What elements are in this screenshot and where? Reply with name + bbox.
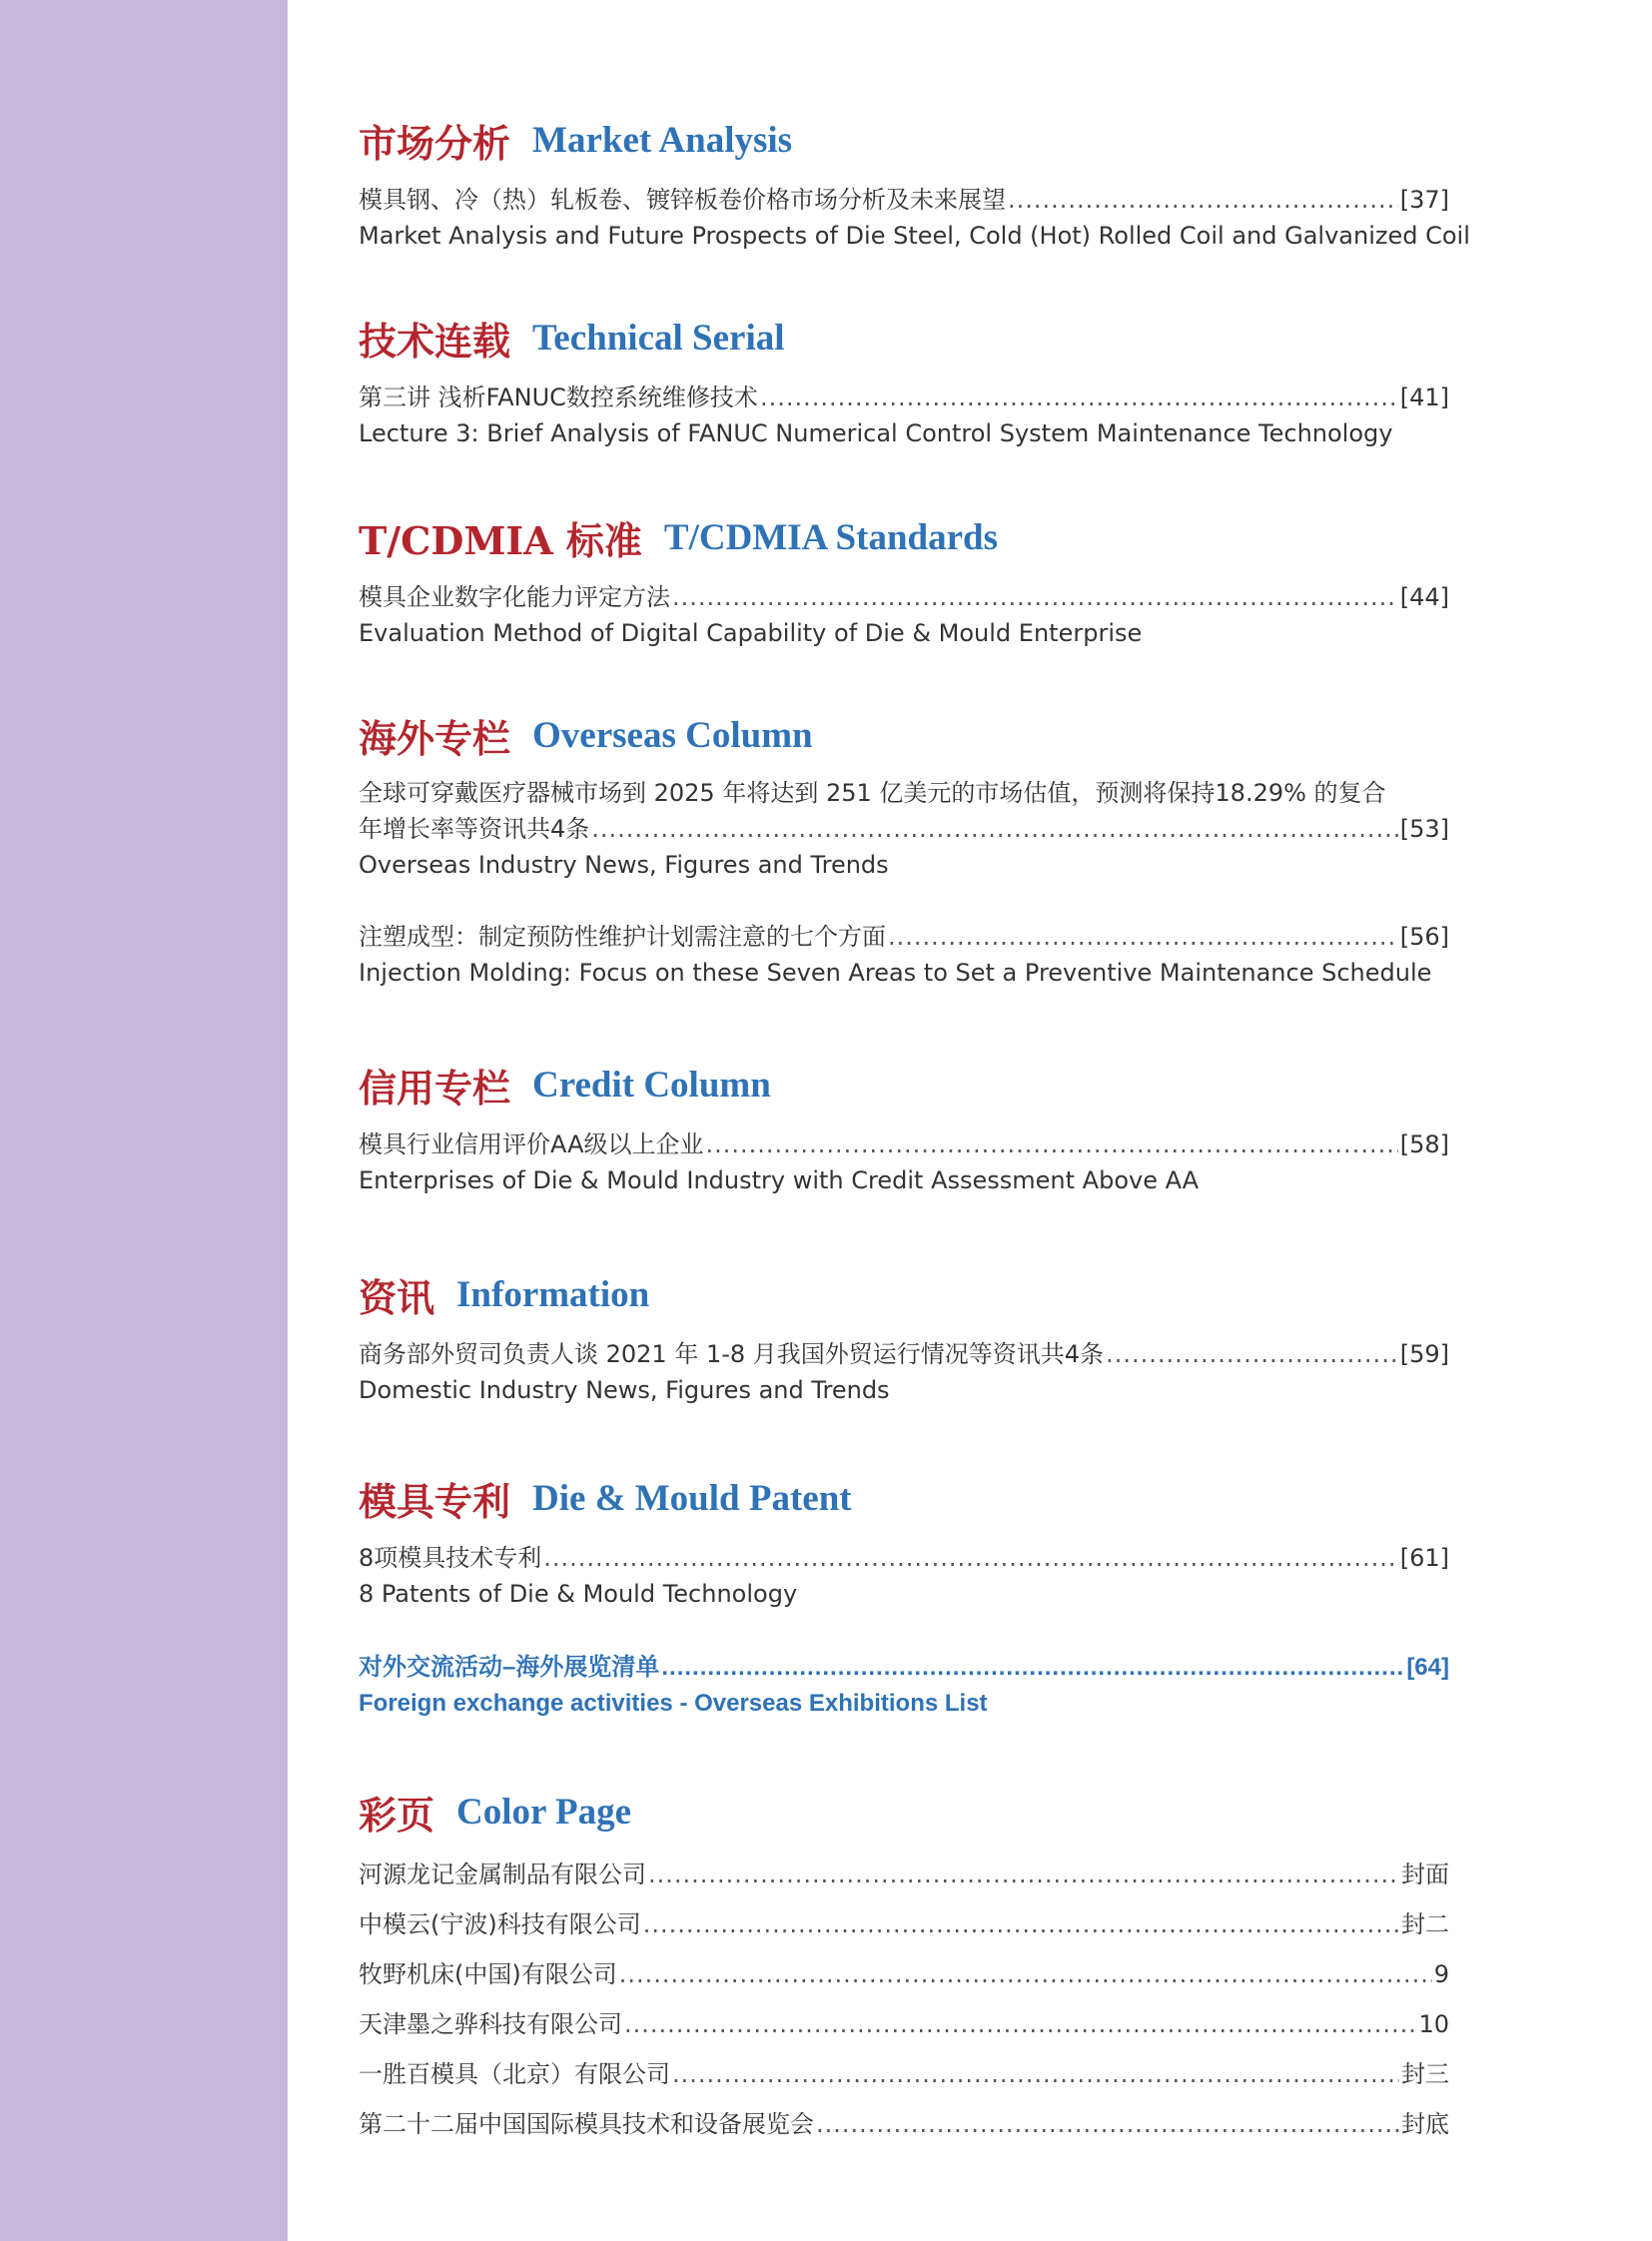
dot-leader xyxy=(706,1126,1398,1162)
toc-entry-page: [37] xyxy=(1399,186,1449,214)
dot-leader xyxy=(672,2049,1399,2099)
toc-entry[interactable] xyxy=(359,1126,1449,1198)
section-title-zh: 资讯 xyxy=(359,1274,435,1320)
section-heading xyxy=(359,1264,1449,1324)
section-title-zh: 技术连载 xyxy=(359,318,511,364)
toc-entry-line xyxy=(359,811,1449,847)
toc-entry-title: 8项模具技术专利 xyxy=(359,1544,542,1572)
section-heading xyxy=(359,110,1449,170)
dot-leader xyxy=(888,919,1398,955)
section-standards xyxy=(359,507,1449,651)
section-foreign-exchange[interactable] xyxy=(359,1650,1449,1722)
toc-entry-title-line1: 全球可穿戴医疗器械市场到 2025 年将达到 251 亿美元的市场估值，预测将保持18.29% 的复合 xyxy=(359,779,1386,807)
section-title-en: Credit Column xyxy=(532,1064,771,1106)
color-page-item-title: 一胜百模具（北京）有限公司 xyxy=(359,2060,670,2088)
dot-leader xyxy=(643,1899,1399,1949)
dot-leader xyxy=(619,1949,1432,1999)
toc-entry-page: [53] xyxy=(1399,815,1449,843)
dot-leader xyxy=(648,1850,1399,1899)
dot-leader xyxy=(543,1540,1397,1576)
toc-entry[interactable] xyxy=(359,775,1449,883)
section-title-zh: 海外专栏 xyxy=(359,715,511,761)
toc-entry-title: 第三讲 浅析FANUC数控系统维修技术 xyxy=(359,383,758,411)
section-title-zh: 模具专利 xyxy=(359,1478,511,1524)
color-page-item-page: 封三 xyxy=(1401,2060,1449,2088)
section-title-en: Information xyxy=(456,1273,650,1315)
dot-leader xyxy=(591,811,1397,847)
section-title-zh: T/CDMIA 标准 xyxy=(359,517,642,563)
left-color-band xyxy=(0,0,288,2241)
toc-entry-page: [64] xyxy=(1406,1654,1449,1681)
section-credit-column xyxy=(359,1055,1449,1198)
color-page-item-page: 封底 xyxy=(1401,2110,1449,2138)
section-heading xyxy=(359,308,1449,368)
toc-entry-page: [41] xyxy=(1399,383,1449,411)
toc-entry-line xyxy=(359,379,1449,415)
dot-leader xyxy=(1008,182,1398,218)
toc-entry[interactable] xyxy=(359,579,1449,651)
toc-entry-title: 模具企业数字化能力评定方法 xyxy=(359,583,670,611)
toc-entry-line xyxy=(359,1336,1449,1372)
dot-leader xyxy=(760,379,1398,415)
toc-entry-english: Overseas Industry News, Figures and Trends xyxy=(359,851,889,879)
dot-leader xyxy=(1106,1336,1398,1372)
toc-entry[interactable] xyxy=(359,919,1449,991)
section-heading xyxy=(359,705,1449,765)
dot-leader xyxy=(816,2099,1399,2149)
color-page-item-page: 封二 xyxy=(1401,1910,1449,1938)
color-page-item-title: 天津墨之骅科技有限公司 xyxy=(359,2010,622,2038)
color-page-item-page: 封面 xyxy=(1401,1861,1449,1888)
toc-entry[interactable] xyxy=(359,379,1449,451)
toc-entry-title: 模具行业信用评价AA级以上企业 xyxy=(359,1130,704,1158)
toc-entry-page: [44] xyxy=(1399,583,1449,611)
section-title-en: Color Page xyxy=(456,1791,632,1833)
color-page-list xyxy=(359,1850,1449,2149)
toc-entry-line xyxy=(359,579,1449,615)
section-market-analysis xyxy=(359,110,1470,254)
section-information xyxy=(359,1264,1449,1408)
color-page-item-page: 10 xyxy=(1418,2010,1449,2038)
toc-entry-line xyxy=(359,919,1449,955)
toc-entry[interactable] xyxy=(359,1336,1449,1408)
section-heading xyxy=(359,1468,1449,1528)
section-title-en: Market Analysis xyxy=(532,119,793,161)
color-page-item-title: 第二十二届中国国际模具技术和设备展览会 xyxy=(359,2110,814,2138)
section-technical-serial xyxy=(359,308,1449,451)
color-page-item[interactable] xyxy=(359,1899,1449,1949)
color-page-item-page: 9 xyxy=(1433,1960,1449,1988)
color-page-item-title: 中模云(宁波)科技有限公司 xyxy=(359,1910,641,1938)
toc-entry-english: Enterprises of Die & Mould Industry with Credit Assessment Above AA xyxy=(359,1166,1200,1194)
toc-entry-line xyxy=(359,1650,1449,1686)
toc-entry-title: 注塑成型：制定预防性维护计划需注意的七个方面 xyxy=(359,923,886,951)
toc-entry-page: [58] xyxy=(1399,1130,1449,1158)
section-title-en: Technical Serial xyxy=(532,317,785,359)
toc-entry[interactable] xyxy=(359,182,1470,254)
dot-leader xyxy=(672,579,1398,615)
toc-entry-title: 模具钢、冷（热）轧板卷、镀锌板卷价格市场分析及未来展望 xyxy=(359,186,1006,214)
section-heading xyxy=(359,1055,1449,1115)
toc-entry-english: Lecture 3: Brief Analysis of FANUC Numerical Control System Maintenance Technology xyxy=(359,419,1393,447)
toc-entry-page: [59] xyxy=(1399,1340,1449,1368)
section-title-zh: 市场分析 xyxy=(359,120,511,166)
section-heading xyxy=(359,507,1449,567)
toc-entry-page: [56] xyxy=(1399,923,1449,951)
toc-entry-page: [61] xyxy=(1399,1544,1449,1572)
toc-entry-line xyxy=(359,1126,1449,1162)
toc-entry-line xyxy=(359,182,1449,218)
toc-entry[interactable] xyxy=(359,1540,1449,1612)
section-title-zh: 信用专栏 xyxy=(359,1065,511,1111)
section-title-en: Die & Mould Patent xyxy=(532,1477,852,1519)
color-page-item[interactable] xyxy=(359,2099,1449,2149)
section-heading xyxy=(359,1782,1449,1842)
color-page-item-title: 牧野机床(中国)有限公司 xyxy=(359,1960,617,1988)
color-page-item[interactable] xyxy=(359,1949,1449,1999)
dot-leader xyxy=(661,1650,1404,1686)
color-page-item[interactable] xyxy=(359,2049,1449,2099)
section-overseas-column xyxy=(359,705,1449,991)
section-patent xyxy=(359,1468,1449,1612)
toc-entry-line xyxy=(359,1540,1449,1576)
section-color-page xyxy=(359,1782,1449,2149)
toc-entry-title: 年增长率等资讯共4条 xyxy=(359,815,590,843)
color-page-item[interactable] xyxy=(359,1999,1449,2049)
toc-entry-english: Foreign exchange activities - Overseas Exhibitions List xyxy=(359,1690,988,1717)
section-title-en: Overseas Column xyxy=(532,714,813,756)
toc-entry-english: Injection Molding: Focus on these Seven Areas to Set a Preventive Maintenance Schedule xyxy=(359,959,1432,987)
section-title-zh: 彩页 xyxy=(359,1792,435,1838)
toc-entry-english: Evaluation Method of Digital Capability of Die & Mould Enterprise xyxy=(359,619,1143,647)
toc-entry-title: 对外交流活动–海外展览清单 xyxy=(359,1654,660,1681)
toc-entry-title: 商务部外贸司负责人谈 2021 年 1-8 月我国外贸运行情况等资讯共4条 xyxy=(359,1340,1105,1368)
color-page-item-title: 河源龙记金属制品有限公司 xyxy=(359,1861,646,1888)
dot-leader xyxy=(624,1999,1416,2049)
color-page-item[interactable] xyxy=(359,1850,1449,1899)
toc-entry-english: Market Analysis and Future Prospects of Die Steel, Cold (Hot) Rolled Coil and Galvanized Coil xyxy=(359,222,1470,250)
toc-entry-english: Domestic Industry News, Figures and Trends xyxy=(359,1376,890,1404)
section-title-en: T/CDMIA Standards xyxy=(663,516,999,558)
toc-entry-english: 8 Patents of Die & Mould Technology xyxy=(359,1580,798,1608)
